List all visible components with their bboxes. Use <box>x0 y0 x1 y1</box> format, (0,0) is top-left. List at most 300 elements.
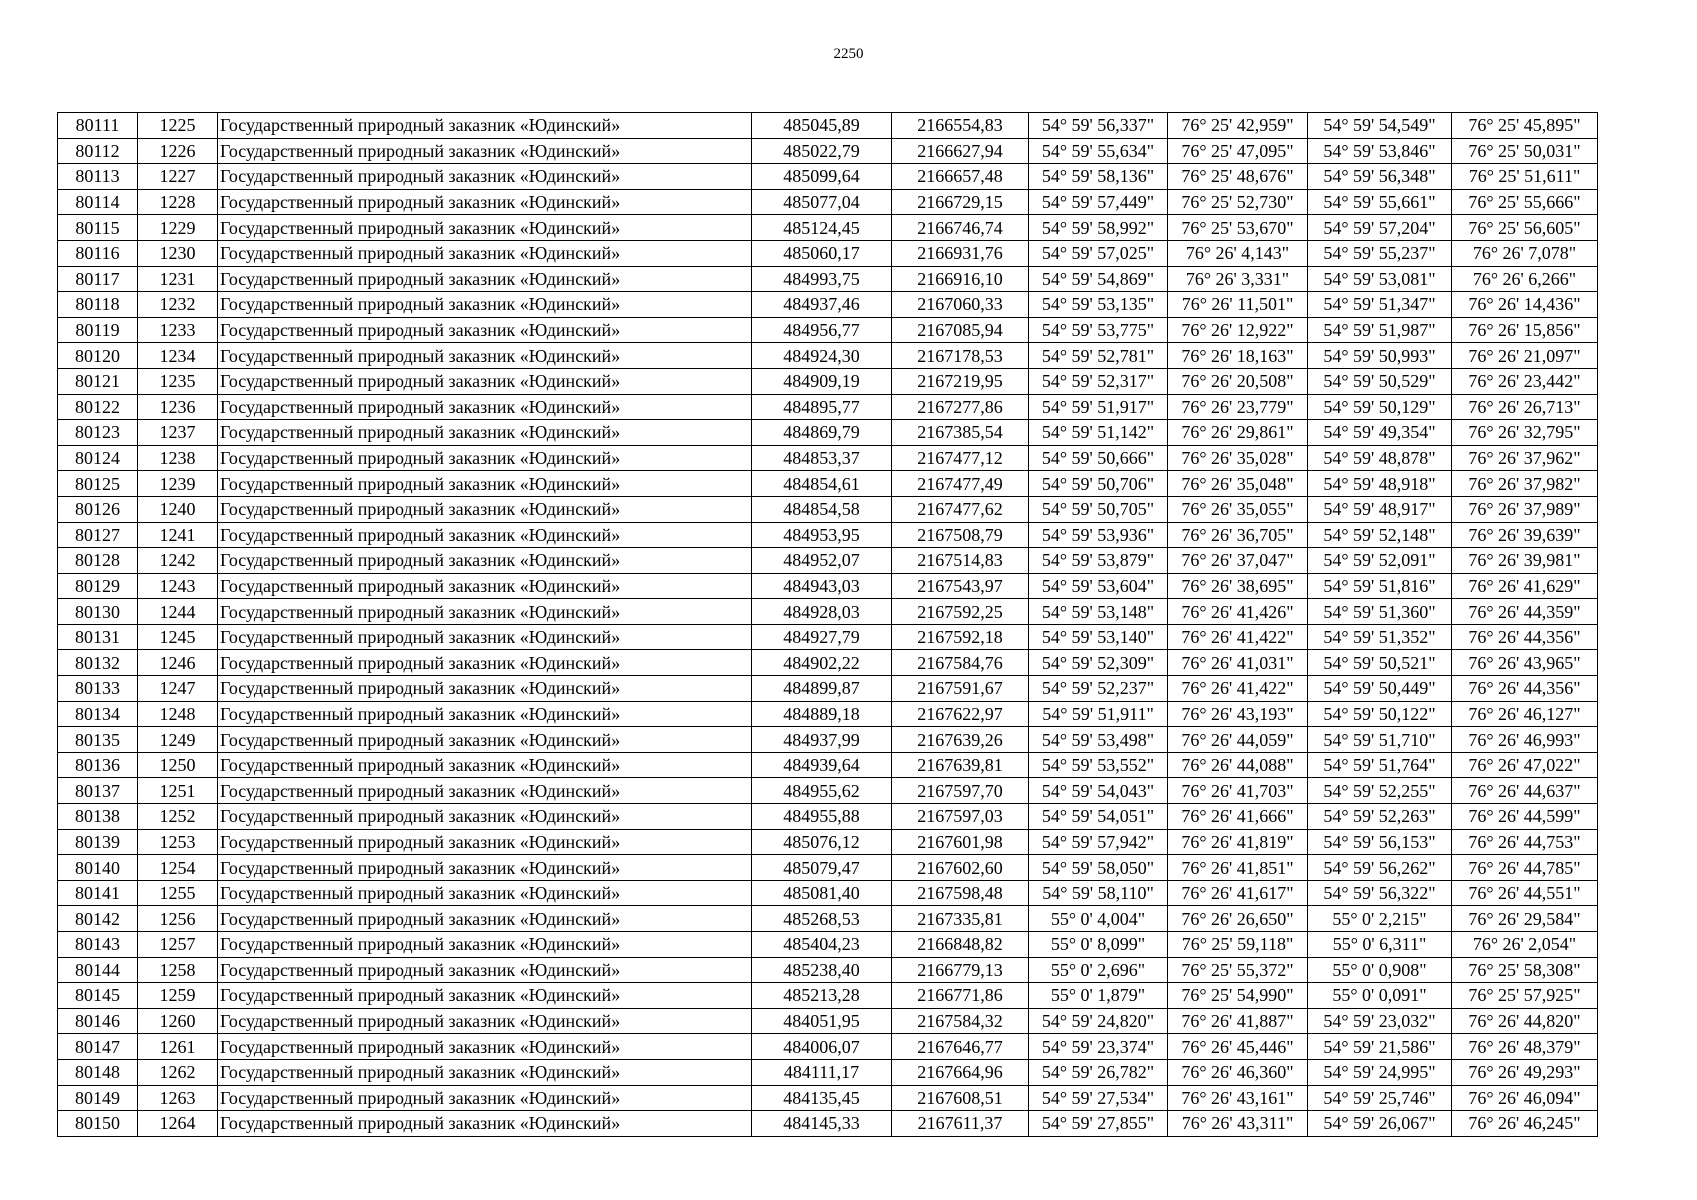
record-number-cell: 80122 <box>58 394 138 420</box>
longitude-2-cell: 76° 26' 14,436" <box>1452 292 1598 318</box>
latitude-1-cell: 54° 59' 58,136" <box>1029 164 1168 190</box>
x-coordinate-cell: 484939,64 <box>752 752 892 778</box>
object-name-cell: Государственный природный заказник «Юдинский» <box>218 624 752 650</box>
record-number-cell: 80125 <box>58 471 138 497</box>
point-number-cell: 1229 <box>138 215 218 241</box>
longitude-2-cell: 76° 25' 45,895" <box>1452 113 1598 139</box>
record-number-cell: 80136 <box>58 752 138 778</box>
longitude-1-cell: 76° 25' 55,372" <box>1168 957 1308 983</box>
y-coordinate-cell: 2167592,18 <box>892 624 1029 650</box>
longitude-1-cell: 76° 26' 41,887" <box>1168 1008 1308 1034</box>
object-name-cell: Государственный природный заказник «Юдинский» <box>218 215 752 241</box>
latitude-1-cell: 54° 59' 57,449" <box>1029 189 1168 215</box>
table-row <box>58 138 1598 164</box>
latitude-2-cell: 54° 59' 51,360" <box>1308 599 1452 625</box>
point-number-cell: 1252 <box>138 804 218 830</box>
y-coordinate-cell: 2167584,76 <box>892 650 1029 676</box>
x-coordinate-cell: 485022,79 <box>752 138 892 164</box>
latitude-1-cell: 54° 59' 54,043" <box>1029 778 1168 804</box>
latitude-1-cell: 54° 59' 50,706" <box>1029 471 1168 497</box>
record-number-cell: 80133 <box>58 676 138 702</box>
table-row <box>58 343 1598 369</box>
record-number-cell: 80111 <box>58 113 138 139</box>
latitude-1-cell: 55° 0' 2,696" <box>1029 957 1168 983</box>
y-coordinate-cell: 2166779,13 <box>892 957 1029 983</box>
latitude-2-cell: 54° 59' 51,764" <box>1308 752 1452 778</box>
object-name-cell: Государственный природный заказник «Юдинский» <box>218 189 752 215</box>
longitude-2-cell: 76° 26' 37,962" <box>1452 445 1598 471</box>
longitude-2-cell: 76° 25' 55,666" <box>1452 189 1598 215</box>
record-number-cell: 80150 <box>58 1111 138 1137</box>
longitude-1-cell: 76° 25' 42,959" <box>1168 113 1308 139</box>
point-number-cell: 1243 <box>138 573 218 599</box>
y-coordinate-cell: 2167219,95 <box>892 368 1029 394</box>
longitude-1-cell: 76° 26' 44,088" <box>1168 752 1308 778</box>
latitude-1-cell: 54° 59' 53,552" <box>1029 752 1168 778</box>
object-name-cell: Государственный природный заказник «Юдинский» <box>218 548 752 574</box>
longitude-2-cell: 76° 26' 43,965" <box>1452 650 1598 676</box>
longitude-1-cell: 76° 25' 59,118" <box>1168 932 1308 958</box>
longitude-1-cell: 76° 26' 35,055" <box>1168 496 1308 522</box>
longitude-1-cell: 76° 26' 44,059" <box>1168 727 1308 753</box>
table-row <box>58 752 1598 778</box>
y-coordinate-cell: 2167477,49 <box>892 471 1029 497</box>
table-row <box>58 292 1598 318</box>
x-coordinate-cell: 485124,45 <box>752 215 892 241</box>
record-number-cell: 80138 <box>58 804 138 830</box>
object-name-cell: Государственный природный заказник «Юдинский» <box>218 343 752 369</box>
y-coordinate-cell: 2167646,77 <box>892 1034 1029 1060</box>
point-number-cell: 1262 <box>138 1059 218 1085</box>
longitude-1-cell: 76° 26' 29,861" <box>1168 420 1308 446</box>
record-number-cell: 80115 <box>58 215 138 241</box>
y-coordinate-cell: 2166916,10 <box>892 266 1029 292</box>
y-coordinate-cell: 2167477,62 <box>892 496 1029 522</box>
latitude-2-cell: 54° 59' 53,846" <box>1308 138 1452 164</box>
longitude-1-cell: 76° 26' 41,426" <box>1168 599 1308 625</box>
latitude-1-cell: 55° 0' 8,099" <box>1029 932 1168 958</box>
longitude-1-cell: 76° 25' 54,990" <box>1168 983 1308 1009</box>
x-coordinate-cell: 484937,99 <box>752 727 892 753</box>
x-coordinate-cell: 484006,07 <box>752 1034 892 1060</box>
latitude-2-cell: 54° 59' 49,354" <box>1308 420 1452 446</box>
y-coordinate-cell: 2167664,96 <box>892 1059 1029 1085</box>
record-number-cell: 80124 <box>58 445 138 471</box>
record-number-cell: 80137 <box>58 778 138 804</box>
object-name-cell: Государственный природный заказник «Юдинский» <box>218 420 752 446</box>
longitude-2-cell: 76° 26' 47,022" <box>1452 752 1598 778</box>
record-number-cell: 80135 <box>58 727 138 753</box>
latitude-2-cell: 54° 59' 56,262" <box>1308 855 1452 881</box>
longitude-1-cell: 76° 26' 41,422" <box>1168 624 1308 650</box>
point-number-cell: 1241 <box>138 522 218 548</box>
point-number-cell: 1228 <box>138 189 218 215</box>
longitude-2-cell: 76° 26' 46,094" <box>1452 1085 1598 1111</box>
latitude-2-cell: 54° 59' 50,449" <box>1308 676 1452 702</box>
object-name-cell: Государственный природный заказник «Юдинский» <box>218 880 752 906</box>
x-coordinate-cell: 484937,46 <box>752 292 892 318</box>
latitude-1-cell: 54° 59' 58,050" <box>1029 855 1168 881</box>
longitude-1-cell: 76° 26' 12,922" <box>1168 317 1308 343</box>
record-number-cell: 80132 <box>58 650 138 676</box>
latitude-2-cell: 55° 0' 2,215" <box>1308 906 1452 932</box>
x-coordinate-cell: 484889,18 <box>752 701 892 727</box>
latitude-1-cell: 54° 59' 50,705" <box>1029 496 1168 522</box>
longitude-1-cell: 76° 26' 46,360" <box>1168 1059 1308 1085</box>
point-number-cell: 1234 <box>138 343 218 369</box>
longitude-1-cell: 76° 26' 35,028" <box>1168 445 1308 471</box>
point-number-cell: 1248 <box>138 701 218 727</box>
longitude-2-cell: 76° 26' 46,245" <box>1452 1111 1598 1137</box>
point-number-cell: 1254 <box>138 855 218 881</box>
y-coordinate-cell: 2167385,54 <box>892 420 1029 446</box>
longitude-1-cell: 76° 26' 23,779" <box>1168 394 1308 420</box>
object-name-cell: Государственный природный заказник «Юдинский» <box>218 317 752 343</box>
table-row <box>58 932 1598 958</box>
object-name-cell: Государственный природный заказник «Юдинский» <box>218 1111 752 1137</box>
record-number-cell: 80128 <box>58 548 138 574</box>
record-number-cell: 80145 <box>58 983 138 1009</box>
latitude-2-cell: 54° 59' 55,661" <box>1308 189 1452 215</box>
point-number-cell: 1257 <box>138 932 218 958</box>
latitude-1-cell: 54° 59' 54,051" <box>1029 804 1168 830</box>
point-number-cell: 1260 <box>138 1008 218 1034</box>
object-name-cell: Государственный природный заказник «Юдинский» <box>218 932 752 958</box>
point-number-cell: 1251 <box>138 778 218 804</box>
table-row <box>58 471 1598 497</box>
y-coordinate-cell: 2167639,81 <box>892 752 1029 778</box>
table-row <box>58 855 1598 881</box>
latitude-1-cell: 54° 59' 52,309" <box>1029 650 1168 676</box>
object-name-cell: Государственный природный заказник «Юдинский» <box>218 164 752 190</box>
latitude-1-cell: 54° 59' 53,775" <box>1029 317 1168 343</box>
longitude-2-cell: 76° 26' 37,989" <box>1452 496 1598 522</box>
y-coordinate-cell: 2167597,03 <box>892 804 1029 830</box>
longitude-2-cell: 76° 25' 57,925" <box>1452 983 1598 1009</box>
table-row <box>58 1034 1598 1060</box>
latitude-1-cell: 55° 0' 4,004" <box>1029 906 1168 932</box>
record-number-cell: 80139 <box>58 829 138 855</box>
x-coordinate-cell: 485045,89 <box>752 113 892 139</box>
x-coordinate-cell: 484943,03 <box>752 573 892 599</box>
latitude-2-cell: 54° 59' 50,129" <box>1308 394 1452 420</box>
y-coordinate-cell: 2167060,33 <box>892 292 1029 318</box>
object-name-cell: Государственный природный заказник «Юдинский» <box>218 599 752 625</box>
longitude-2-cell: 76° 26' 44,637" <box>1452 778 1598 804</box>
y-coordinate-cell: 2166771,86 <box>892 983 1029 1009</box>
latitude-2-cell: 54° 59' 56,348" <box>1308 164 1452 190</box>
latitude-2-cell: 54° 59' 53,081" <box>1308 266 1452 292</box>
point-number-cell: 1264 <box>138 1111 218 1137</box>
longitude-2-cell: 76° 26' 29,584" <box>1452 906 1598 932</box>
x-coordinate-cell: 484927,79 <box>752 624 892 650</box>
longitude-1-cell: 76° 26' 41,851" <box>1168 855 1308 881</box>
point-number-cell: 1263 <box>138 1085 218 1111</box>
table-row <box>58 880 1598 906</box>
y-coordinate-cell: 2167543,97 <box>892 573 1029 599</box>
point-number-cell: 1235 <box>138 368 218 394</box>
table-row <box>58 727 1598 753</box>
longitude-1-cell: 76° 26' 11,501" <box>1168 292 1308 318</box>
object-name-cell: Государственный природный заказник «Юдинский» <box>218 394 752 420</box>
point-number-cell: 1249 <box>138 727 218 753</box>
longitude-2-cell: 76° 26' 39,639" <box>1452 522 1598 548</box>
record-number-cell: 80123 <box>58 420 138 446</box>
latitude-1-cell: 54° 59' 53,498" <box>1029 727 1168 753</box>
latitude-1-cell: 54° 59' 52,317" <box>1029 368 1168 394</box>
table-row <box>58 778 1598 804</box>
x-coordinate-cell: 484145,33 <box>752 1111 892 1137</box>
longitude-1-cell: 76° 25' 53,670" <box>1168 215 1308 241</box>
point-number-cell: 1227 <box>138 164 218 190</box>
object-name-cell: Государственный природный заказник «Юдинский» <box>218 445 752 471</box>
longitude-2-cell: 76° 26' 7,078" <box>1452 240 1598 266</box>
point-number-cell: 1240 <box>138 496 218 522</box>
latitude-2-cell: 54° 59' 21,586" <box>1308 1034 1452 1060</box>
y-coordinate-cell: 2167477,12 <box>892 445 1029 471</box>
table-row <box>58 701 1598 727</box>
x-coordinate-cell: 485099,64 <box>752 164 892 190</box>
longitude-1-cell: 76° 25' 48,676" <box>1168 164 1308 190</box>
x-coordinate-cell: 484854,58 <box>752 496 892 522</box>
latitude-2-cell: 54° 59' 55,237" <box>1308 240 1452 266</box>
object-name-cell: Государственный природный заказник «Юдинский» <box>218 522 752 548</box>
latitude-1-cell: 54° 59' 53,140" <box>1029 624 1168 650</box>
point-number-cell: 1259 <box>138 983 218 1009</box>
x-coordinate-cell: 484993,75 <box>752 266 892 292</box>
record-number-cell: 80112 <box>58 138 138 164</box>
table-row <box>58 164 1598 190</box>
latitude-2-cell: 54° 59' 48,917" <box>1308 496 1452 522</box>
y-coordinate-cell: 2166657,48 <box>892 164 1029 190</box>
y-coordinate-cell: 2167608,51 <box>892 1085 1029 1111</box>
record-number-cell: 80134 <box>58 701 138 727</box>
y-coordinate-cell: 2167514,83 <box>892 548 1029 574</box>
longitude-2-cell: 76° 25' 56,605" <box>1452 215 1598 241</box>
record-number-cell: 80127 <box>58 522 138 548</box>
x-coordinate-cell: 484952,07 <box>752 548 892 574</box>
latitude-2-cell: 54° 59' 52,263" <box>1308 804 1452 830</box>
table-row <box>58 240 1598 266</box>
record-number-cell: 80113 <box>58 164 138 190</box>
latitude-1-cell: 54° 59' 53,879" <box>1029 548 1168 574</box>
record-number-cell: 80141 <box>58 880 138 906</box>
longitude-1-cell: 76° 25' 52,730" <box>1168 189 1308 215</box>
object-name-cell: Государственный природный заказник «Юдинский» <box>218 573 752 599</box>
y-coordinate-cell: 2167597,70 <box>892 778 1029 804</box>
latitude-2-cell: 54° 59' 50,529" <box>1308 368 1452 394</box>
x-coordinate-cell: 484955,62 <box>752 778 892 804</box>
record-number-cell: 80119 <box>58 317 138 343</box>
object-name-cell: Государственный природный заказник «Юдинский» <box>218 727 752 753</box>
record-number-cell: 80120 <box>58 343 138 369</box>
latitude-1-cell: 54° 59' 53,604" <box>1029 573 1168 599</box>
longitude-2-cell: 76° 26' 44,599" <box>1452 804 1598 830</box>
table-row <box>58 676 1598 702</box>
point-number-cell: 1253 <box>138 829 218 855</box>
x-coordinate-cell: 484902,22 <box>752 650 892 676</box>
latitude-1-cell: 54° 59' 51,142" <box>1029 420 1168 446</box>
record-number-cell: 80131 <box>58 624 138 650</box>
x-coordinate-cell: 485079,47 <box>752 855 892 881</box>
latitude-2-cell: 54° 59' 50,122" <box>1308 701 1452 727</box>
object-name-cell: Государственный природный заказник «Юдинский» <box>218 752 752 778</box>
object-name-cell: Государственный природный заказник «Юдинский» <box>218 1034 752 1060</box>
y-coordinate-cell: 2167602,60 <box>892 855 1029 881</box>
y-coordinate-cell: 2166931,76 <box>892 240 1029 266</box>
table-row <box>58 496 1598 522</box>
latitude-1-cell: 54° 59' 27,855" <box>1029 1111 1168 1137</box>
longitude-2-cell: 76° 26' 44,820" <box>1452 1008 1598 1034</box>
latitude-1-cell: 54° 59' 57,942" <box>1029 829 1168 855</box>
table-row <box>58 215 1598 241</box>
latitude-1-cell: 54° 59' 58,992" <box>1029 215 1168 241</box>
point-number-cell: 1225 <box>138 113 218 139</box>
record-number-cell: 80147 <box>58 1034 138 1060</box>
x-coordinate-cell: 484854,61 <box>752 471 892 497</box>
table-row <box>58 1111 1598 1137</box>
latitude-2-cell: 54° 59' 24,995" <box>1308 1059 1452 1085</box>
latitude-2-cell: 54° 59' 52,148" <box>1308 522 1452 548</box>
y-coordinate-cell: 2167584,32 <box>892 1008 1029 1034</box>
longitude-2-cell: 76° 26' 26,713" <box>1452 394 1598 420</box>
table-row <box>58 445 1598 471</box>
object-name-cell: Государственный природный заказник «Юдинский» <box>218 983 752 1009</box>
table-row <box>58 599 1598 625</box>
latitude-1-cell: 54° 59' 55,634" <box>1029 138 1168 164</box>
point-number-cell: 1247 <box>138 676 218 702</box>
point-number-cell: 1237 <box>138 420 218 446</box>
point-number-cell: 1246 <box>138 650 218 676</box>
y-coordinate-cell: 2166746,74 <box>892 215 1029 241</box>
y-coordinate-cell: 2167591,67 <box>892 676 1029 702</box>
point-number-cell: 1232 <box>138 292 218 318</box>
latitude-2-cell: 54° 59' 23,032" <box>1308 1008 1452 1034</box>
x-coordinate-cell: 484899,87 <box>752 676 892 702</box>
table-row <box>58 957 1598 983</box>
latitude-1-cell: 54° 59' 58,110" <box>1029 880 1168 906</box>
point-number-cell: 1261 <box>138 1034 218 1060</box>
page-number: 2250 <box>833 46 864 62</box>
longitude-1-cell: 76° 26' 41,819" <box>1168 829 1308 855</box>
longitude-2-cell: 76° 26' 15,856" <box>1452 317 1598 343</box>
x-coordinate-cell: 485077,04 <box>752 189 892 215</box>
y-coordinate-cell: 2167277,86 <box>892 394 1029 420</box>
table-row <box>58 368 1598 394</box>
longitude-2-cell: 76° 25' 50,031" <box>1452 138 1598 164</box>
point-number-cell: 1256 <box>138 906 218 932</box>
latitude-1-cell: 55° 0' 1,879" <box>1029 983 1168 1009</box>
longitude-1-cell: 76° 26' 4,143" <box>1168 240 1308 266</box>
table-row <box>58 650 1598 676</box>
y-coordinate-cell: 2167601,98 <box>892 829 1029 855</box>
longitude-2-cell: 76° 26' 41,629" <box>1452 573 1598 599</box>
table-row <box>58 420 1598 446</box>
latitude-2-cell: 54° 59' 51,710" <box>1308 727 1452 753</box>
table-row <box>58 983 1598 1009</box>
object-name-cell: Государственный природный заказник «Юдинский» <box>218 804 752 830</box>
table-row <box>58 548 1598 574</box>
latitude-2-cell: 54° 59' 57,204" <box>1308 215 1452 241</box>
table-row <box>58 573 1598 599</box>
latitude-1-cell: 54° 59' 23,374" <box>1029 1034 1168 1060</box>
x-coordinate-cell: 485213,28 <box>752 983 892 1009</box>
longitude-1-cell: 76° 26' 41,422" <box>1168 676 1308 702</box>
record-number-cell: 80117 <box>58 266 138 292</box>
y-coordinate-cell: 2166729,15 <box>892 189 1029 215</box>
x-coordinate-cell: 484895,77 <box>752 394 892 420</box>
latitude-1-cell: 54° 59' 50,666" <box>1029 445 1168 471</box>
longitude-1-cell: 76° 26' 45,446" <box>1168 1034 1308 1060</box>
y-coordinate-cell: 2167335,81 <box>892 906 1029 932</box>
point-number-cell: 1239 <box>138 471 218 497</box>
x-coordinate-cell: 484928,03 <box>752 599 892 625</box>
object-name-cell: Государственный природный заказник «Юдинский» <box>218 496 752 522</box>
y-coordinate-cell: 2167592,25 <box>892 599 1029 625</box>
longitude-1-cell: 76° 26' 38,695" <box>1168 573 1308 599</box>
longitude-2-cell: 76° 26' 44,785" <box>1452 855 1598 881</box>
longitude-1-cell: 76° 26' 26,650" <box>1168 906 1308 932</box>
latitude-1-cell: 54° 59' 27,534" <box>1029 1085 1168 1111</box>
longitude-1-cell: 76° 26' 41,666" <box>1168 804 1308 830</box>
longitude-1-cell: 76° 26' 37,047" <box>1168 548 1308 574</box>
x-coordinate-cell: 485076,12 <box>752 829 892 855</box>
record-number-cell: 80116 <box>58 240 138 266</box>
longitude-2-cell: 76° 26' 39,981" <box>1452 548 1598 574</box>
record-number-cell: 80148 <box>58 1059 138 1085</box>
longitude-2-cell: 76° 26' 32,795" <box>1452 420 1598 446</box>
record-number-cell: 80142 <box>58 906 138 932</box>
y-coordinate-cell: 2166554,83 <box>892 113 1029 139</box>
latitude-1-cell: 54° 59' 54,869" <box>1029 266 1168 292</box>
record-number-cell: 80149 <box>58 1085 138 1111</box>
latitude-2-cell: 54° 59' 50,521" <box>1308 650 1452 676</box>
table-row <box>58 1085 1598 1111</box>
y-coordinate-cell: 2167611,37 <box>892 1111 1029 1137</box>
x-coordinate-cell: 484909,19 <box>752 368 892 394</box>
latitude-2-cell: 55° 0' 6,311" <box>1308 932 1452 958</box>
latitude-1-cell: 54° 59' 56,337" <box>1029 113 1168 139</box>
y-coordinate-cell: 2167085,94 <box>892 317 1029 343</box>
record-number-cell: 80140 <box>58 855 138 881</box>
coordinates-table <box>57 112 1598 1137</box>
latitude-2-cell: 54° 59' 56,322" <box>1308 880 1452 906</box>
table-row <box>58 189 1598 215</box>
longitude-1-cell: 76° 26' 18,163" <box>1168 343 1308 369</box>
x-coordinate-cell: 484955,88 <box>752 804 892 830</box>
y-coordinate-cell: 2167639,26 <box>892 727 1029 753</box>
table-row <box>58 1008 1598 1034</box>
x-coordinate-cell: 484853,37 <box>752 445 892 471</box>
object-name-cell: Государственный природный заказник «Юдинский» <box>218 266 752 292</box>
table-row <box>58 266 1598 292</box>
longitude-1-cell: 76° 26' 43,311" <box>1168 1111 1308 1137</box>
latitude-1-cell: 54° 59' 51,917" <box>1029 394 1168 420</box>
y-coordinate-cell: 2167508,79 <box>892 522 1029 548</box>
latitude-2-cell: 54° 59' 51,816" <box>1308 573 1452 599</box>
table-row <box>58 804 1598 830</box>
table-body <box>58 113 1598 1137</box>
longitude-2-cell: 76° 26' 44,356" <box>1452 676 1598 702</box>
longitude-2-cell: 76° 25' 58,308" <box>1452 957 1598 983</box>
table-row <box>58 522 1598 548</box>
object-name-cell: Государственный природный заказник «Юдинский» <box>218 957 752 983</box>
longitude-2-cell: 76° 26' 46,993" <box>1452 727 1598 753</box>
latitude-2-cell: 54° 59' 51,347" <box>1308 292 1452 318</box>
point-number-cell: 1250 <box>138 752 218 778</box>
latitude-2-cell: 54° 59' 25,746" <box>1308 1085 1452 1111</box>
point-number-cell: 1233 <box>138 317 218 343</box>
